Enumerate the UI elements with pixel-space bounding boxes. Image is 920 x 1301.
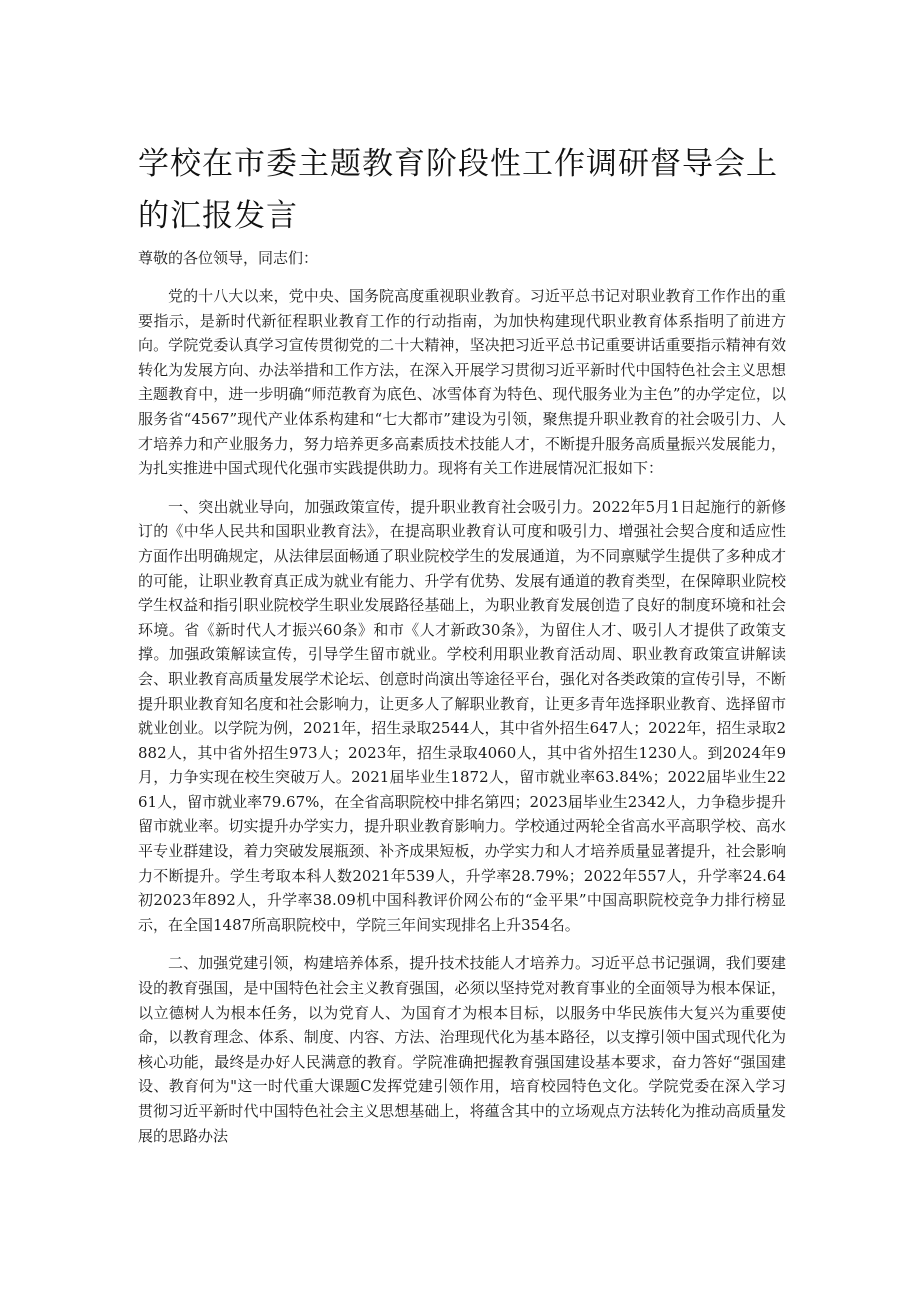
document-body [138, 284, 786, 1162]
paragraph-section-one: 一、突出就业导向，加强政策宣传，提升职业教育社会吸引力。2022年5月1日起施行的新修订的《中华人民共和国职业教育法》，在提高职业教育认可度和吸引力、增强社会契合度和适应性方面作出明确规定，从法律层面畅通了职业院校学生的发展通道，为不同禀赋学生提供了多种成才的可能，让职业教育真正成为就业有能力、升学有优势、发展有通道的教育类型，在保障职业院校学生权益和指引职业院校学生职业发展路径基础上，为职业教育发展创造了良好的制度环境和社会环境。省《新时代人才振兴60条》和市《人才新政30条》，为留住人才、吸引人才提供了政策支撑。加强政策解读宣传，引导学生留市就业。学校利用职业教育活动周、职业教育政策宣讲解读会、职业教育高质量发展学术论坛、创意时尚演出等途径平台，强化对各类政策的宣传引导，不断提升职业教育知名度和社会影响力，让更多人了解职业教育，让更多青年选择职业教育、选择留市就业创业。以学院为例，2021年，招生录取2544人，其中省外招生647人；2022年，招生录取2882人，其中省外招生973人；2023年，招生录取4060人，其中省外招生1230人。到2024年9月，力争实现在校生突破万人。2021届毕业生1872人，留市就业率63.84%；2022届毕业生2261人，留市就业率79.67%，在全省高职院校中排名第四；2023届毕业生2342人，力争稳步提升留市就业率。切实提升办学实力，提升职业教育影响力。学校通过两轮全省高水平高职学校、高水平专业群建设，着力突破发展瓶颈、补齐成果短板，办学实力和人才培养质量显著提升，社会影响力不断提升。学生考取本科人数2021年539人，升学率28.79%；2022年557人，升学率24.64初2023年892人，升学率38.09机中国科教评价网公布的“金平果”中国高职院校竞争力排行榜显示，在全国1487所高职院校中，学院三年间实现排名上升354名。 [138, 497, 786, 934]
paragraph-intro: 党的十八大以来，党中央、国务院高度重视职业教育。习近平总书记对职业教育工作作出的重要指示，是新时代新征程职业教育工作的行动指南，为加快构建现代职业教育体系指明了前进方向。学院党委认真学习宣传贯彻党的二十大精神，坚决把习近平总书记重要讲话重要指示精神有效转化为发展方向、办法举措和工作方法，在深入开展学习贯彻习近平新时代中国特色社会主义思想主题教育中，进一步明确“师范教育为底色、冰雪体育为特色、现代服务业为主色”的办学定位，以服务省“4567”现代产业体系构建和“七大都市”建设为引领，聚焦提升职业教育的社会吸引力、人才培养力和产业服务力，努力培养更多高素质技术技能人才，不断提升服务高质量振兴发展能力，为扎实推进中国式现代化强市实践提供助力。现将有关工作进展情况汇报如下： [138, 287, 786, 478]
document-title: 学校在市委主题教育阶段性工作调研督导会上的汇报发言 [138, 146, 778, 234]
paragraph-section-two: 二、加强党建引领，构建培养体系，提升技术技能人才培养力。习近平总书记强调，我们要建设的教育强国，是中国特色社会主义教育强国，必须以坚持党对教育事业的全面领导为根本保证，以立德树人为根本任务，以为党育人、为国育才为根本目标，以服务中华民族伟大复兴为重要使命，以教育理念、体系、制度、内容、方法、治理现代化为基本路径，以支撑引领中国式现代化为核心功能，最终是办好人民满意的教育。学院准确把握教育强国建设基本要求，奋力答好“强国建设、教育何为"这一时代重大课题C发挥党建引领作用，培育校园特色文化。学院党委在深入学习贯彻习近平新时代中国特色社会主义思想基础上，将蕴含其中的立场观点方法转化为推动高质量发展的思路办法 [138, 954, 786, 1145]
salutation: 尊敬的各位领导，同志们： [138, 249, 319, 267]
